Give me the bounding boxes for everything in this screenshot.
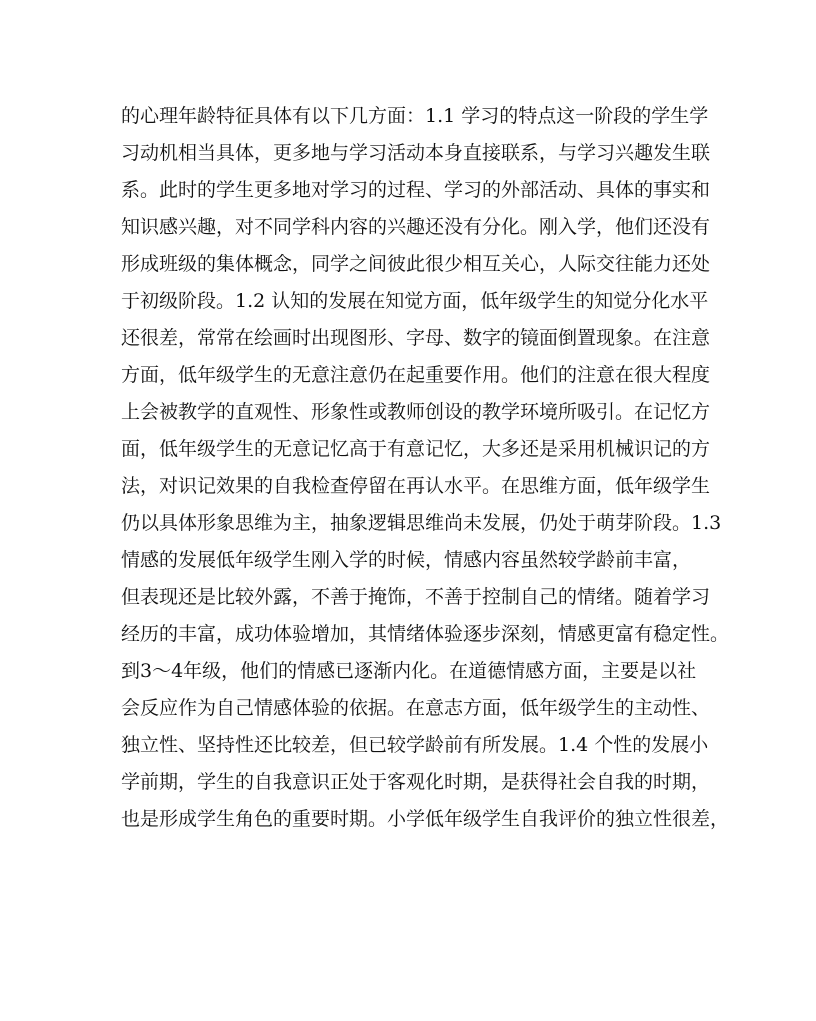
body-text <box>121 98 730 838</box>
text-line: 法，对识记效果的自我检查停留在再认水平。在思维方面，低年级学生 <box>121 475 711 497</box>
text-line: 形成班级的集体概念，同学之间彼此很少相互关心，人际交往能力还处 <box>121 253 711 275</box>
text-line: 方面，低年级学生的无意注意仍在起重要作用。他们的注意在很大程度 <box>121 364 711 386</box>
text-line: 到3～4年级，他们的情感已逐渐内化。在道德情感方面，主要是以社 <box>121 660 697 682</box>
text-line: 会反应作为自己情感体验的依据。在意志方面，低年级学生的主动性、 <box>121 697 711 719</box>
text-line: 也是形成学生角色的重要时期。小学低年级学生自我评价的独立性很差， <box>121 808 730 830</box>
text-line: 的心理年龄特征具体有以下几方面：1.1 学习的特点这一阶段的学生学 <box>121 105 709 127</box>
text-line: 习动机相当具体，更多地与学习活动本身直接联系，与学习兴趣发生联 <box>121 142 711 164</box>
text-line: 仍以具体形象思维为主，抽象逻辑思维尚未发展，仍处于萌芽阶段。1.3 <box>121 512 722 534</box>
text-line: 还很差，常常在绘画时出现图形、字母、数字的镜面倒置现象。在注意 <box>121 327 711 349</box>
text-line: 经历的丰富，成功体验增加，其情绪体验逐步深刻，情感更富有稳定性。 <box>121 623 730 645</box>
text-line: 系。此时的学生更多地对学习的过程、学习的外部活动、具体的事实和 <box>121 179 711 201</box>
text-line: 情感的发展低年级学生刚入学的时候，情感内容虽然较学龄前丰富， <box>121 549 692 571</box>
text-line: 于初级阶段。1.2 认知的发展在知觉方面，低年级学生的知觉分化水平 <box>121 290 709 312</box>
text-line: 但表现还是比较外露，不善于掩饰，不善于控制自己的情绪。随着学习 <box>121 586 711 608</box>
text-line: 独立性、坚持性还比较差，但已较学龄前有所发展。1.4 个性的发展小 <box>121 734 709 756</box>
text-line: 学前期，学生的自我意识正处于客观化时期，是获得社会自我的时期， <box>121 771 711 793</box>
text-line: 知识感兴趣，对不同学科内容的兴趣还没有分化。刚入学，他们还没有 <box>121 216 711 238</box>
text-line: 面，低年级学生的无意记忆高于有意记忆，大多还是采用机械识记的方 <box>121 438 711 460</box>
text-line: 上会被教学的直观性、形象性或教师创设的教学环境所吸引。在记忆方 <box>121 401 711 423</box>
